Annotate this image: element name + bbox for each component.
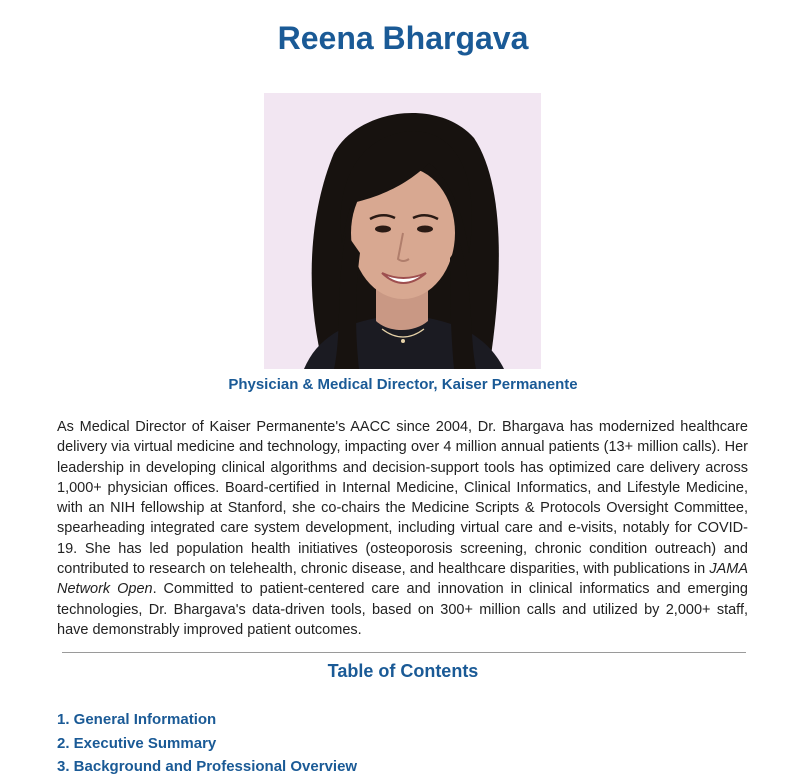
toc-item xyxy=(57,757,357,781)
bio-text-end: . Committed to patient-centered care and innovation in clinical informatics and emerging technologies, Dr. Bhargava's data-driven tools, based on 300+ million calls and utilized by 2,000+ staff, have demonstrably improved patient outcomes. xyxy=(57,581,748,638)
profile-role: Physician & Medical Director, Kaiser Permanente xyxy=(228,376,578,393)
profile-photo xyxy=(264,93,541,369)
toc-link-executive-summary[interactable]: 2. Executive Summary xyxy=(57,734,217,752)
bio-text-start: As Medical Director of Kaiser Permanente's AACC since 2004, Dr. Bhargava has modernized healthcare delivery via virtual medicine and technology, impacting over 4 million annual patients (13+ million calls). Her leadership in developing clinical algorithms and decision-support tools has optimized care delivery across 1,000+ physician offices. Board-certified in Internal Medicine, Clinical Informatics, and Lifestyle Medicine, with an NIH fellowship at Stanford, she co-chairs the Medicine Scripts & Protocols Oversight Committee, spearheading integrated care system development, including virtual care and e-visits, notably for COVID-19. She has led population health initiatives (osteoporosis screening, chronic condition outreach) and contributed to research on telehealth, chronic disease, and healthcare disparities, with publications in xyxy=(57,419,748,578)
toc-heading: Table of Contents xyxy=(327,661,479,681)
toc-item xyxy=(57,734,357,758)
section-divider xyxy=(62,652,746,653)
toc-link-general-information[interactable]: 1. General Information xyxy=(57,711,217,728)
profile-name: Reena Bhargava xyxy=(277,20,529,56)
profile-bio xyxy=(57,417,748,640)
toc-list xyxy=(57,710,357,781)
toc-item xyxy=(57,710,357,734)
toc-link-background-overview[interactable]: 3. Background and Professional Overview xyxy=(57,758,358,775)
bio-journal-title: JAMA Network Open xyxy=(57,561,748,598)
portrait-illustration xyxy=(264,93,541,369)
